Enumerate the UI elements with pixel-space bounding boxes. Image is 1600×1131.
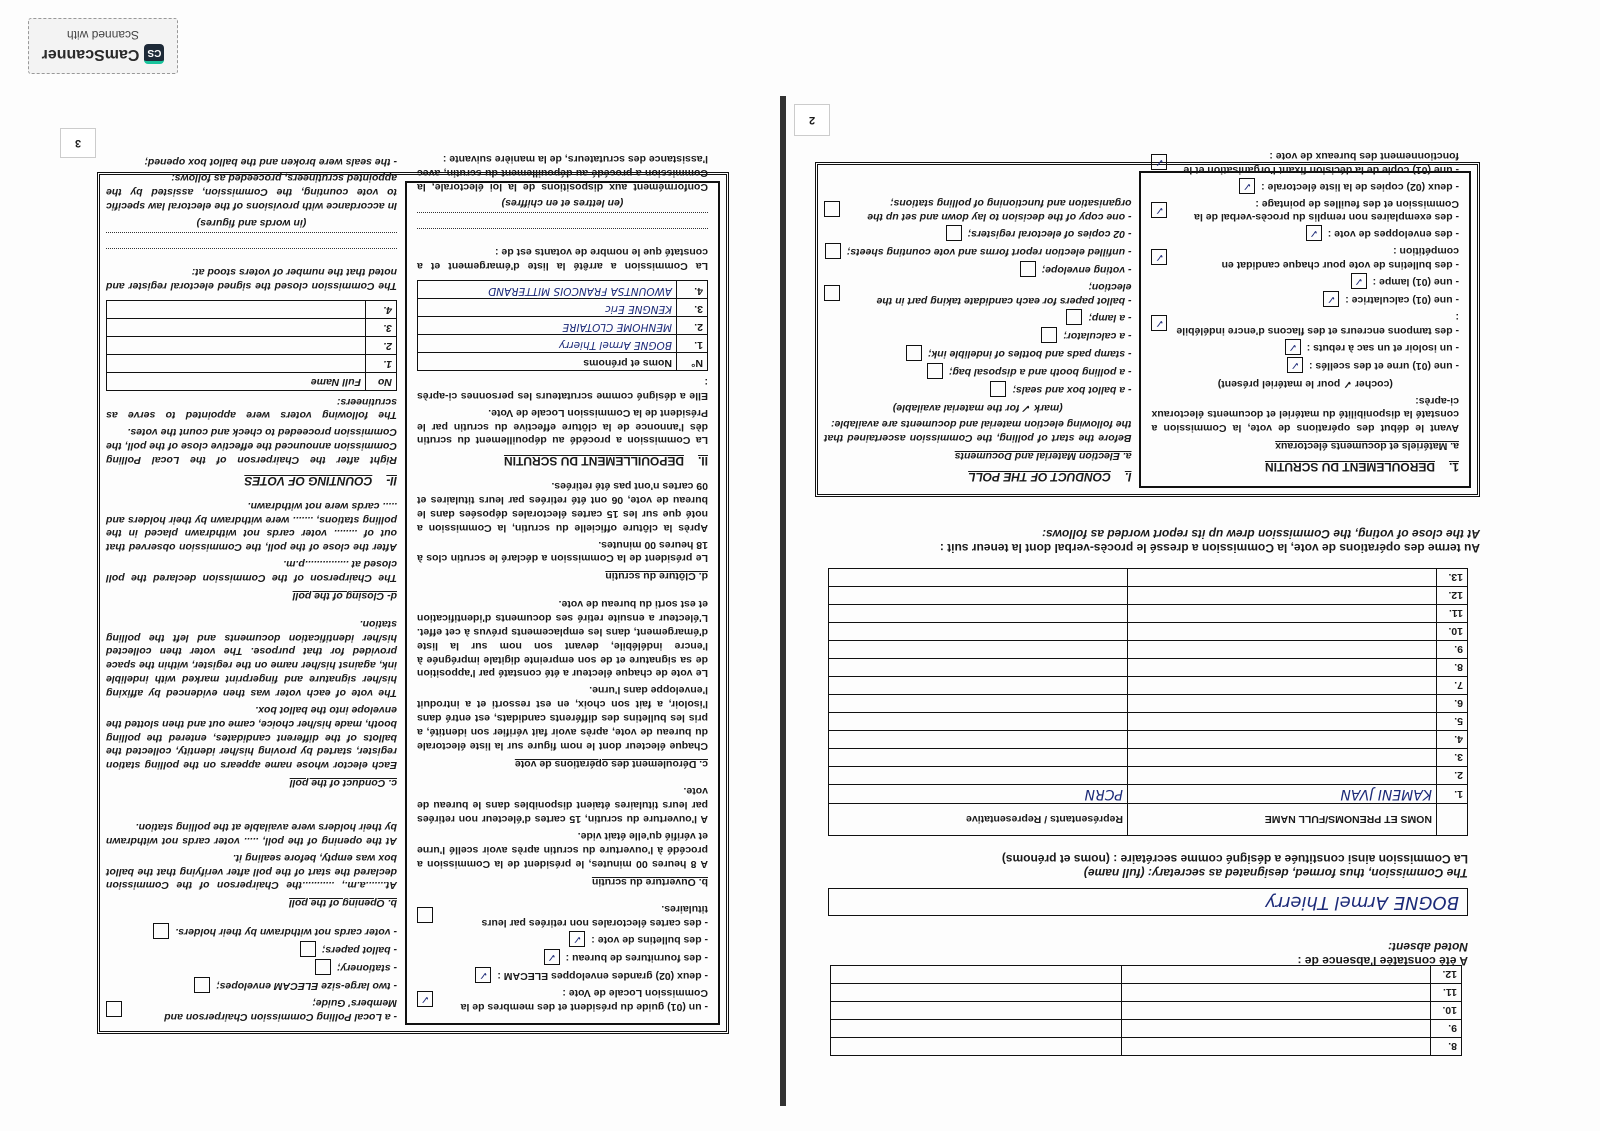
page2-french-column (1140, 149, 1472, 488)
conduct-text-2-fr: Le vote de chaque électeur a été constaté par l'apposition de sa signature et de son empreinte digitale imprégnée à l'encre indélébile, devant son nom sur la liste d'émargement, dans les emplacements prévus à cet effet. L'électeur a ensuite retiré ses documents d'identification et est sorti du bureau de vote. (417, 598, 708, 680)
section2-title-fr: II.DEPOUILLEMENT DU SCRUTIN (503, 454, 708, 469)
voters-count-field[interactable] (417, 228, 708, 241)
material-item: - des cartes électorales non retirées par leurs titulaires. (417, 902, 708, 930)
table-row: 13. (829, 569, 1468, 587)
material-list-en (824, 195, 1132, 396)
closing-text-fr: Au terme des opérations de vote, la Commission a dressé le procès-verbal dont la teneur suit : (939, 541, 1480, 555)
table-row: 10. (829, 623, 1468, 641)
checkbox[interactable]: ✓ (1287, 357, 1303, 373)
section2-title-en: II-COUNTING OF VOTES (244, 473, 397, 488)
checkbox[interactable] (315, 959, 331, 975)
page2-conduct-frame (815, 149, 1480, 497)
representatives-table (828, 568, 1468, 836)
role-cell[interactable] (831, 984, 1122, 1002)
name-cell[interactable] (1122, 1020, 1431, 1038)
cards-opening-en: At the opening of the poll, ..... voter cards not withdrawn by their holders were available at the polling station. (106, 820, 397, 847)
table-row: 7. (829, 677, 1468, 695)
section-title-en: I.CONDUCT OF THE POLL (968, 470, 1132, 484)
intro-fr: Avant le début des opérations de vote, la Commission a constaté la disponibilité du matériel et documents électoraux ci-après: (1151, 394, 1459, 435)
checkbox[interactable] (906, 345, 922, 361)
table-row: 10. (831, 1002, 1462, 1020)
table-row: 4. AWOUNTSA FRANCOIS MITTERAND (418, 281, 708, 299)
scrutineers-table-en (106, 300, 397, 391)
material-item: - a polling booth and a disposal bag; (824, 363, 1132, 379)
rep-cell[interactable] (829, 569, 1128, 587)
page3-french-column (405, 152, 720, 1025)
material-item: - deux (02) grandes enveloppes ELECAM : ✓ (417, 967, 708, 983)
table-row: 8. (831, 1038, 1462, 1056)
table-row: 1. BOGNE Armel Thierry (418, 335, 708, 353)
table-row: 4. (829, 731, 1468, 749)
material-item: - des tampons encreurs et des flacons d'encre indélébile : ✓ (1152, 309, 1460, 337)
after-close-text-en: After the close of the poll, the Commission observed that out of ........ voter cards not withdrawn placed in the polling stations, ....... were withdrawn by their holders and ..... cards were not withdrawn. (106, 499, 397, 554)
table-row: 2. MENHOME CLOTAIRE (418, 317, 708, 335)
checkbox[interactable]: ✓ (1306, 225, 1322, 241)
page-number-text: 3 (74, 137, 82, 149)
closing-text-fr: Le président de la Commission a déclaré le scrutin clos à 18 heures 00 minutes. (417, 538, 708, 565)
scrutineers-intro-en: The following voters were appointed to serve as scrutineers: (106, 395, 397, 422)
table-row: 9. (831, 1020, 1462, 1038)
law-text-fr: Conformément aux dispositions de la loi électorale, la Commission a procédé au dépouillement du scrutin, avec l'assistance des scrutateurs, de la manière suivante : (417, 152, 708, 193)
name-cell[interactable] (1128, 659, 1437, 677)
table-row: 3. KENGNE Eric (418, 299, 708, 317)
subsection-a-en: a. Election Material and Documents (954, 450, 1132, 463)
material-item: - des enveloppes de vote : ✓ (1152, 225, 1460, 241)
name-cell[interactable]: KENGNE Eric (418, 299, 677, 317)
scanned-with-label: Scanned with (66, 28, 140, 42)
intro-en: Before the start of polling, the Commission ascertained that the following election material and documents are available: (824, 418, 1132, 445)
material-item: - ballot papers for each candidate taking part in the election; (824, 279, 1132, 307)
scrutineers-intro-fr: Elle a désigné comme scrutateurs les personnes ci-après : (417, 375, 708, 402)
subsection-c-en: c. Conduct of the poll (289, 777, 397, 790)
col-header-no: No (366, 372, 397, 390)
book-spine (780, 96, 786, 1106)
material-item: - un (01) guide du président et des membres de la Commission Locale de Vote : ✓ (417, 985, 708, 1013)
page3-english-column (106, 155, 397, 1025)
checkbox[interactable]: ✓ (1351, 273, 1367, 289)
name-cell[interactable]: KAMENI JVAN (1128, 785, 1437, 804)
page2-english-column (824, 171, 1132, 488)
material-item: - two large-size ELECAM envelopes; (106, 977, 397, 993)
checkbox[interactable] (824, 201, 840, 217)
checkbox[interactable] (825, 243, 841, 259)
secretary-label-en: The Commission, thus formed, designated as secretary: (full name) (1083, 866, 1468, 880)
name-cell[interactable] (1128, 569, 1437, 587)
name-cell[interactable] (1128, 767, 1437, 785)
material-item: - une (01) lampe : ✓ (1152, 273, 1460, 289)
counting-intro-en: Right after the Chairperson of the Local Polling Commission announced the effective close of the poll, the Commission proceeded to check and count the votes. (106, 426, 397, 466)
after-close-text-fr: Après la clôture officielle du scrutin, la Commission a noté que sur les 15 cartes électorales déposées dans le bureau de vote, 06 ont été retirées par leurs titulaires et 09 cartes n'ont pas été retirées. (417, 480, 708, 534)
name-cell[interactable] (107, 300, 366, 318)
table-row: 12. (829, 587, 1468, 605)
cards-opening-fr: A l'ouverture du scrutin, 15 cartes d'électeur non retirées par leurs titulaires étaient disponibles dans le bureau de vote. (417, 785, 708, 826)
rep-cell[interactable] (829, 587, 1128, 605)
name-cell[interactable]: AWOUNTSA FRANCOIS MITTERAND (418, 281, 677, 299)
voters-count-field[interactable] (417, 212, 708, 225)
name-cell[interactable] (1128, 587, 1437, 605)
name-cell[interactable] (1128, 605, 1437, 623)
absence-label-fr: A été constatée l'absence de : (1297, 954, 1468, 968)
material-item: - une (01) copie de la décision fixant l'organisation et le fonctionnement des bureaux de vote : ✓ (1152, 148, 1460, 176)
material-item: - deux (02) copies de la liste électorale : ✓ (1152, 178, 1460, 194)
secretary-block (828, 848, 1468, 968)
col-header-name: Full Name (107, 372, 366, 390)
material-item: - des fournitures de bureau : ✓ (417, 949, 708, 965)
counting-intro-fr: La Commission a procédé au dépouillement du scrutin dès l'annonce de la clôture effective du scrutin par le Président de la Commission Locale de Vote. (417, 406, 708, 447)
voters-count-field[interactable] (106, 232, 397, 245)
name-cell[interactable] (107, 318, 366, 336)
rep-cell[interactable] (829, 605, 1128, 623)
name-cell[interactable] (1122, 1002, 1431, 1020)
name-cell[interactable] (1122, 984, 1431, 1002)
register-closed-en: The Commission closed the signed electoral register and noted that the number of voters stood at: (106, 265, 397, 292)
name-cell[interactable] (1128, 731, 1437, 749)
material-item: - des bulletins de vote pour chaque candidat en compétition : ✓ (1152, 243, 1460, 271)
page-2-number (794, 104, 830, 136)
material-item: - voting envelope; (824, 261, 1132, 277)
voters-count-field[interactable] (106, 248, 397, 261)
absence-label-en: Noted absent: (1387, 940, 1468, 954)
material-item: - a ballot box and seals; (824, 381, 1132, 397)
checkbox[interactable]: ✓ (1152, 315, 1168, 331)
rep-cell[interactable]: PCRN (829, 785, 1128, 804)
subsection-d-en: d- Closing of the poll (292, 589, 397, 602)
checkbox[interactable] (990, 381, 1006, 397)
secretary-label-fr: La Commission ainsi constituée a désigné comme secrétaire : (noms et prénoms) (1001, 852, 1468, 866)
commission-members-table (830, 965, 1462, 1056)
checkbox[interactable]: ✓ (569, 931, 585, 947)
checkbox[interactable] (153, 923, 169, 939)
name-cell[interactable] (1128, 749, 1437, 767)
material-item: - one copy of the decision to lay down and set up the organisation and functioning of polling stations; (824, 195, 1132, 223)
table-row: 1. KAMENI JVAN PCRN (829, 785, 1468, 804)
table-row: 2. (107, 336, 397, 354)
col-header-name: NOMS ET PRENOMS/FULL NAME (1128, 804, 1437, 836)
opening-text-fr: A 8 heures 00 minutes, le président de la Commission a procédé à l'ouverture du scrutin après avoir scellé l'urne et vérifié qu'elle était vide. (417, 829, 708, 870)
section-title-fr: 1.DEROULEMENT DU SCRUTIN (1264, 460, 1459, 474)
commission-members-table-wrap (830, 960, 1462, 1056)
table-row: 3. (107, 318, 397, 336)
role-cell[interactable] (831, 1002, 1122, 1020)
rep-cell[interactable] (829, 659, 1128, 677)
table-row: 1. (107, 354, 397, 372)
col-header-representative: Représentants / Representative (829, 804, 1128, 836)
secretary-name-field[interactable]: BOGNE Armel Thierry (828, 888, 1468, 916)
opening-text-en: At.......a.m., ...........the Chairperson of the Commission declared the start of the poll after verifying that the ballot box was empty, before sealing it. (106, 851, 397, 892)
table-row: 12. (831, 966, 1462, 984)
rep-cell[interactable] (829, 731, 1128, 749)
conduct-text-1-en: Each elector whose name appears on the polling station register, started by proving his/her identity, collected the ballots of the different candidates, entered the polling booth, made his/her choice, came out and then slotted the envelope into the ballot box. (106, 703, 397, 772)
page-3-number (60, 128, 96, 158)
material-item: - a lamp; (824, 309, 1132, 325)
page-number-text: 2 (808, 114, 816, 126)
checkbox[interactable] (194, 977, 210, 993)
rep-cell[interactable] (829, 713, 1128, 731)
checkbox[interactable] (1066, 309, 1082, 325)
material-item: - une (01) calculatrice : ✓ (1152, 291, 1460, 307)
scrutineers-table-fr (417, 280, 708, 371)
rep-cell[interactable] (829, 749, 1128, 767)
table-row: 4. (107, 300, 397, 318)
table-row: 8. (829, 659, 1468, 677)
name-cell[interactable]: MENHOME CLOTAIRE (418, 317, 677, 335)
page2-closing-statement (830, 505, 1480, 555)
name-cell[interactable] (1122, 966, 1431, 984)
table-row: 5. (829, 713, 1468, 731)
checkbox[interactable] (824, 285, 840, 301)
closing-text-en: The Chairperson of the Commission declared the poll closed at ...............p.m. (106, 558, 397, 584)
col-header-no (1437, 804, 1468, 836)
checkbox[interactable]: ✓ (544, 949, 560, 965)
rep-cell[interactable] (829, 767, 1128, 785)
name-cell[interactable] (1128, 641, 1437, 659)
checkbox[interactable]: ✓ (1152, 249, 1168, 265)
name-cell[interactable] (1128, 623, 1437, 641)
table-row: 3. (829, 749, 1468, 767)
closing-text-en: At the close of voting, the Commission drew up its report worded as follows: (1041, 527, 1480, 541)
material-item: - stamp pads and bottles of indelible ink; (824, 345, 1132, 361)
checkbox[interactable]: ✓ (475, 967, 491, 983)
material-item: - voter cards not withdrawn by their holders. (106, 923, 397, 939)
material-item: - des exemplaires non remplis du procès-verbal de la Commission et des feuilles de pointage : ✓ (1152, 196, 1460, 224)
rep-cell[interactable] (829, 677, 1128, 695)
material-item: - des bulletins de vote : ✓ (417, 931, 708, 947)
material-item: - stationery; (106, 959, 397, 975)
material-item: - une (01) urne et des scellés : ✓ (1152, 357, 1460, 373)
checkbox[interactable] (417, 907, 433, 923)
checkbox[interactable]: ✓ (417, 991, 433, 1007)
checkbox[interactable]: ✓ (1285, 339, 1301, 355)
mark-instruction-fr: (cocher ✓ pour le matériel présent) (1217, 377, 1393, 390)
material-item: - ballot papers; (106, 941, 397, 957)
subsection-a-fr: a. Matériels et documents électoraux (1275, 440, 1459, 453)
table-row: 11. (831, 984, 1462, 1002)
checkbox[interactable] (927, 363, 943, 379)
role-cell[interactable] (831, 966, 1122, 984)
name-cell[interactable] (1128, 713, 1437, 731)
checkbox[interactable]: ✓ (1323, 291, 1339, 307)
checkbox[interactable] (1020, 261, 1036, 277)
in-words-en: (in words and figures) (196, 216, 307, 229)
law-text-en: In accordance with provisions of the electoral law specific to vote counting, the Commission, assisted by the appointed scrutineers, proceeded as follows: (106, 172, 397, 213)
subsection-d-fr: d. Clôture du scrutin (605, 570, 708, 583)
col-header-name: Noms et prénoms (418, 353, 677, 371)
checkbox[interactable]: ✓ (1152, 154, 1168, 170)
subsection-c-fr: c. Déroulement des opérations de vote (514, 757, 708, 770)
register-closed-fr: La Commission a arrêté la liste d'émargement et a constaté que le nombre de votants est de : (417, 246, 708, 273)
material-list-fr (1152, 148, 1460, 373)
name-cell[interactable] (107, 354, 366, 372)
name-cell[interactable] (1122, 1038, 1431, 1056)
mark-instruction-en: (mark ✓ for the material available) (892, 401, 1063, 414)
material-item: - un isoloir et un sac à rebuts : ✓ (1152, 339, 1460, 355)
subsection-b-fr: b. Ouverture du scrutin (591, 875, 708, 888)
name-cell[interactable] (107, 336, 366, 354)
name-cell[interactable] (1128, 695, 1437, 713)
table-row: 2. (829, 767, 1468, 785)
material-item: - a Local Polling Commission Chairperson and Members' Guide; (106, 995, 397, 1023)
material-item: - 02 copies of electoral registers; (824, 225, 1132, 241)
checkbox[interactable]: ✓ (1239, 178, 1255, 194)
name-cell[interactable] (1128, 677, 1437, 695)
material-item: - a calculator; (824, 327, 1132, 343)
material-item: - unfilled election report forms and vote counting sheets; (824, 243, 1132, 259)
camscanner-logo-icon: CS (144, 44, 164, 64)
page3-frame (97, 152, 729, 1034)
conduct-text-1-fr: Chaque électeur dont le nom figure sur la liste électorale du bureau de vote, après avoir fait vérifier son identité, a pris les bulletins des différents candidats, est entré dans l'isoloir, a fait son choix, en est ressorti et a introduit l'enveloppe dans l'urne. (417, 684, 708, 752)
conduct-text-2-en: The vote of each voter was then evidenced by affixing his/her signature and fingerprint marked with indelible ink, against his/her name on the register, within the space provided for that purpose. The voter then collected his/her identification documents and left the polling station. (106, 617, 397, 699)
checkbox[interactable] (106, 1001, 122, 1017)
role-cell[interactable] (831, 1038, 1122, 1056)
representatives-table-wrap (828, 566, 1468, 836)
in-words-fr: (en lettres et en chiffres) (501, 197, 624, 210)
rep-cell[interactable] (829, 623, 1128, 641)
name-cell[interactable]: BOGNE Armel Thierry (418, 335, 677, 353)
camscanner-brand: CamScanner (41, 46, 140, 63)
checkbox[interactable] (946, 225, 962, 241)
rep-cell[interactable] (829, 641, 1128, 659)
checkbox[interactable]: ✓ (1152, 202, 1168, 218)
camscanner-badge (28, 18, 178, 74)
table-row: 9. (829, 641, 1468, 659)
rep-cell[interactable] (829, 695, 1128, 713)
table-row: 11. (829, 605, 1468, 623)
table-row: 6. (829, 695, 1468, 713)
subsection-b-en: b. Opening of the poll (289, 897, 397, 910)
seals-text-en: - the seals were broken and the ballot box opened; (144, 155, 397, 168)
role-cell[interactable] (831, 1020, 1122, 1038)
col-header-no: N° (677, 353, 708, 371)
checkbox[interactable] (300, 941, 316, 957)
checkbox[interactable] (1041, 327, 1057, 343)
